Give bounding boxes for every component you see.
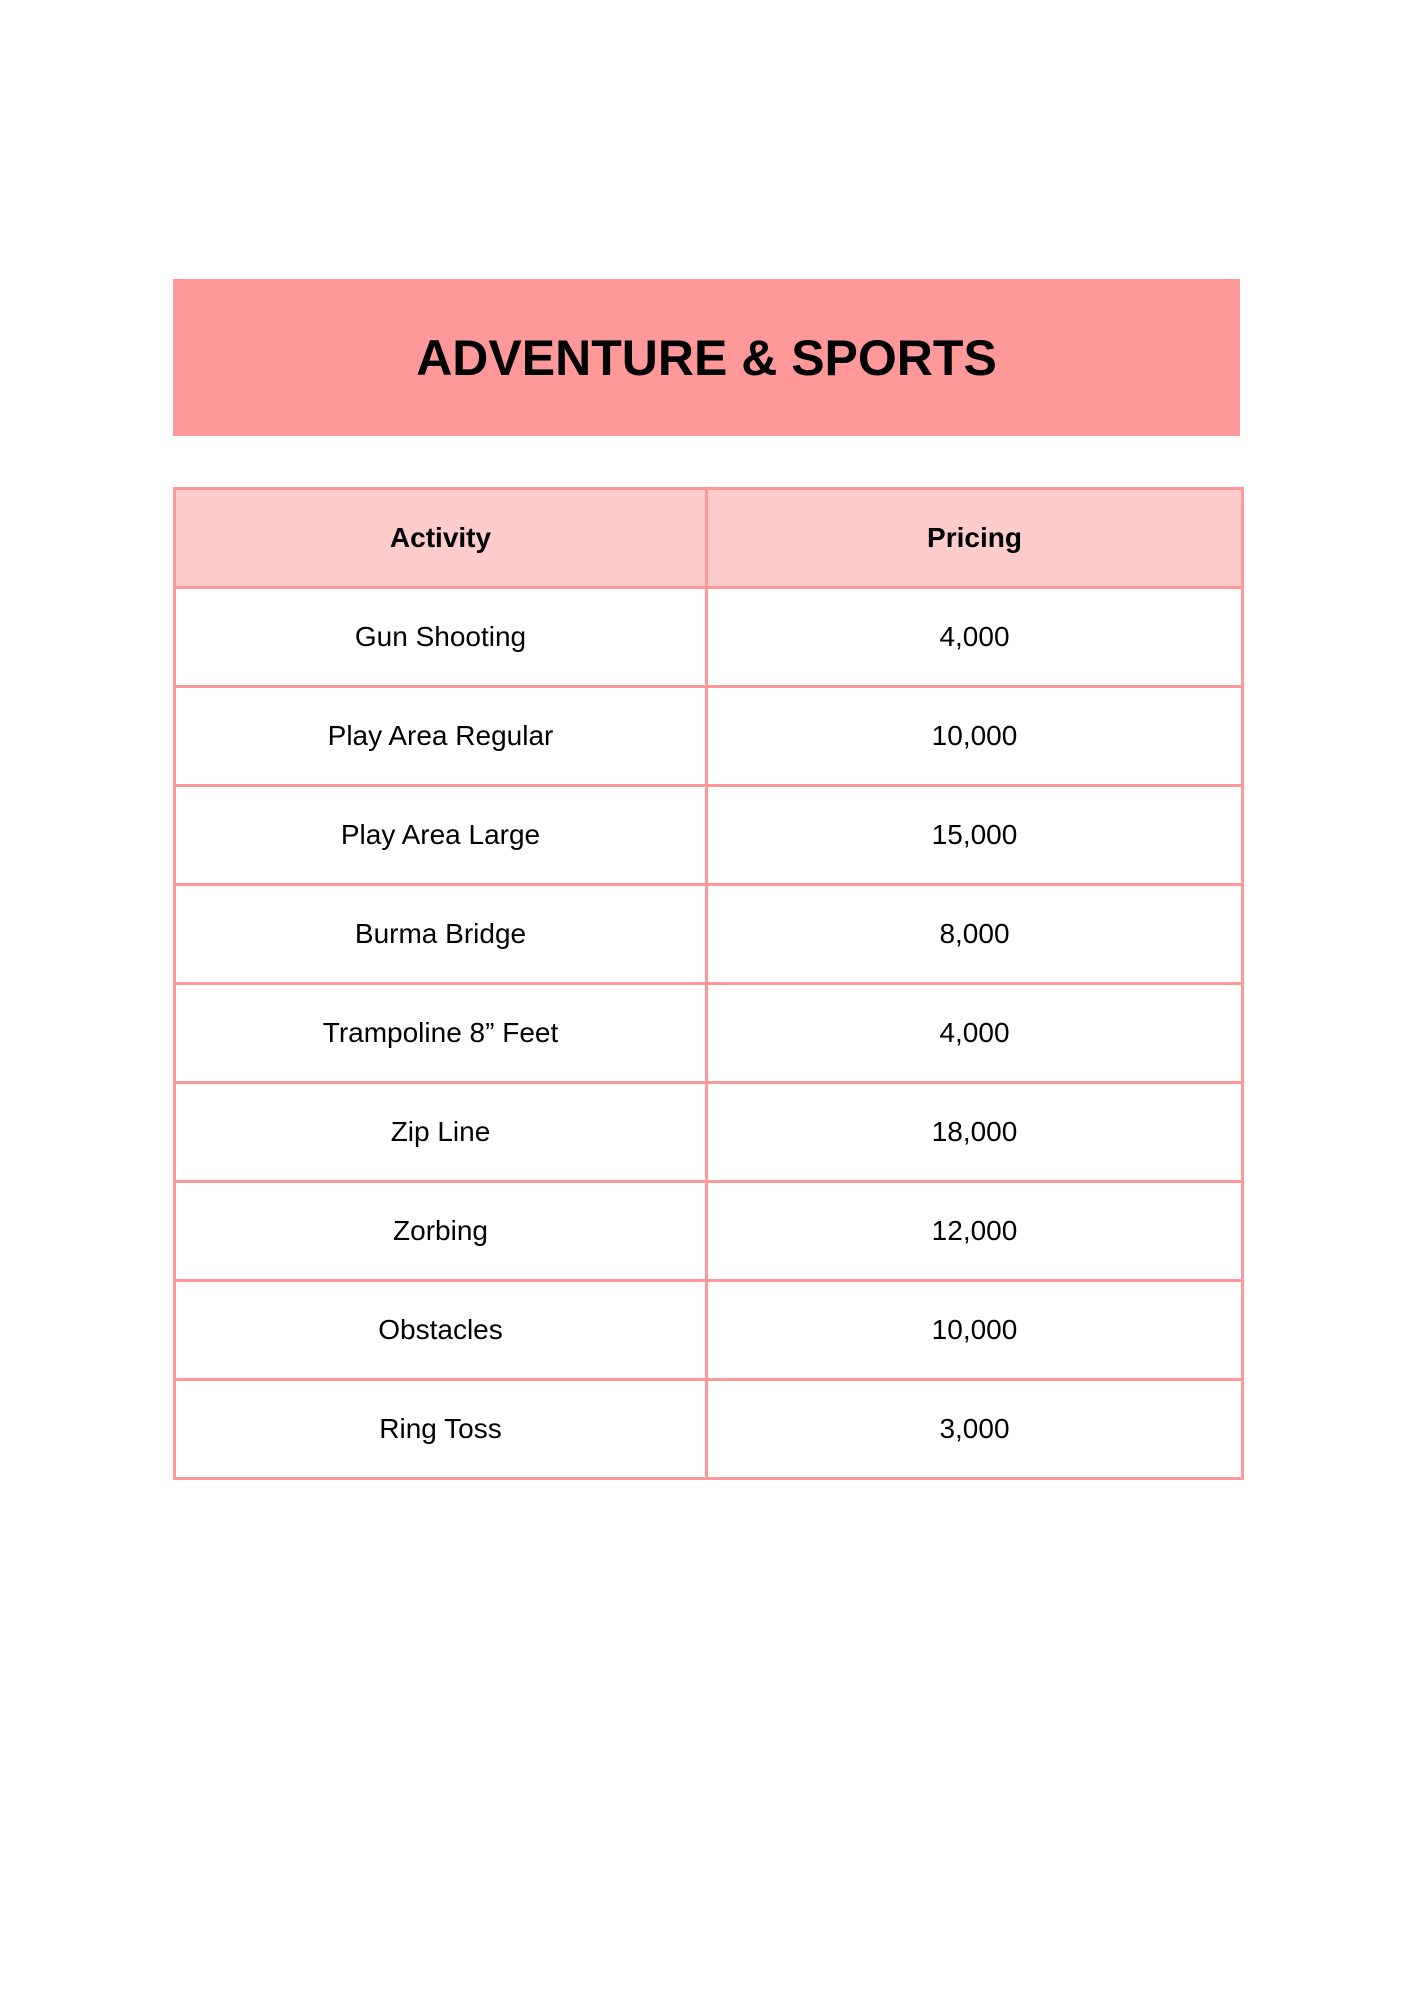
table-row: [175, 984, 1243, 1083]
pricing-cell: 18,000: [707, 1083, 1243, 1182]
activity-cell: Play Area Regular: [175, 687, 707, 786]
pricing-cell: 12,000: [707, 1182, 1243, 1281]
table-row: [175, 885, 1243, 984]
activity-cell: Burma Bridge: [175, 885, 707, 984]
table-row: [175, 1380, 1243, 1479]
table-row: [175, 588, 1243, 687]
activity-cell: Zorbing: [175, 1182, 707, 1281]
pricing-cell: 3,000: [707, 1380, 1243, 1479]
pricing-cell: 10,000: [707, 1281, 1243, 1380]
column-header-activity: Activity: [175, 489, 707, 588]
activity-cell: Play Area Large: [175, 786, 707, 885]
activity-cell: Obstacles: [175, 1281, 707, 1380]
table-header-row: [175, 489, 1243, 588]
table-row: [175, 1281, 1243, 1380]
activity-cell: Gun Shooting: [175, 588, 707, 687]
table-row: [175, 687, 1243, 786]
table-row: [175, 1182, 1243, 1281]
column-header-pricing: Pricing: [707, 489, 1243, 588]
pricing-cell: 4,000: [707, 984, 1243, 1083]
pricing-cell: 8,000: [707, 885, 1243, 984]
activity-cell: Ring Toss: [175, 1380, 707, 1479]
table-row: [175, 786, 1243, 885]
pricing-cell: 4,000: [707, 588, 1243, 687]
pricing-cell: 10,000: [707, 687, 1243, 786]
table-row: [175, 1083, 1243, 1182]
pricing-cell: 15,000: [707, 786, 1243, 885]
activity-cell: Trampoline 8” Feet: [175, 984, 707, 1083]
activity-cell: Zip Line: [175, 1083, 707, 1182]
pricing-table: [173, 487, 1244, 1480]
title-banner: [173, 279, 1240, 436]
page-title: ADVENTURE & SPORTS: [416, 329, 997, 386]
